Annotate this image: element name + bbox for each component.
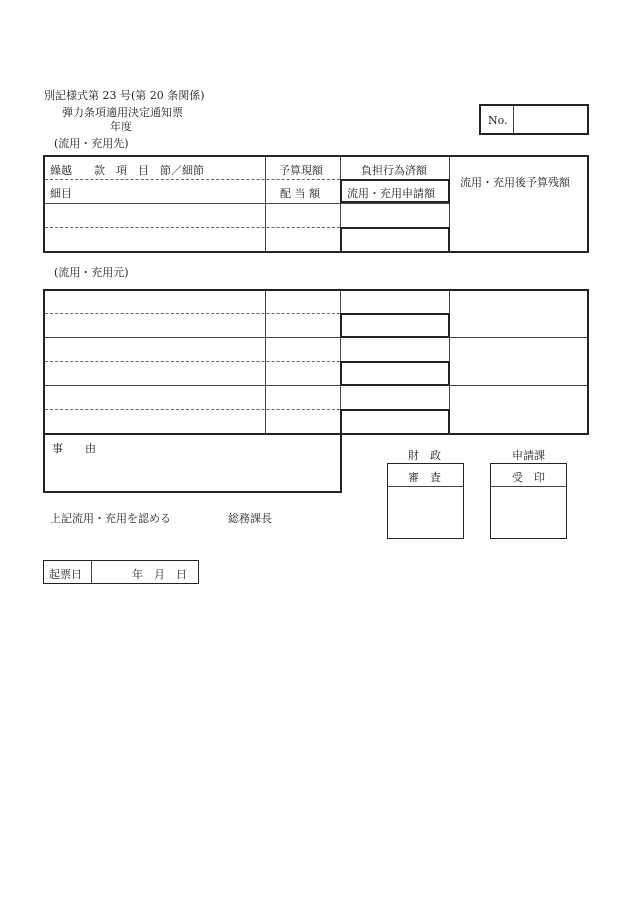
draft-date-label: 起票日 — [49, 568, 82, 581]
burden-header: 負担行為済額 — [361, 164, 427, 177]
number-label: No. — [488, 114, 508, 127]
destination-label: (流用・充用先) — [54, 137, 129, 150]
fiscal-year: 年度 — [110, 120, 132, 133]
source-request-box-3[interactable] — [340, 409, 450, 435]
finance-label: 財 政 — [408, 449, 441, 462]
source-request-box-2[interactable] — [340, 361, 450, 386]
form-number: 別記様式第 23 号(第 20 条関係) — [44, 89, 205, 102]
draft-date-value: 年 月 日 — [132, 568, 187, 581]
sub-item-header: 細目 — [50, 187, 72, 200]
budget-current-header: 予算現額 — [279, 164, 323, 177]
number-box — [479, 104, 589, 135]
request-amount-header: 流用・充用申請額 — [347, 187, 435, 200]
finance-review-label: 審 査 — [408, 471, 441, 484]
allocation-header: 配 当 額 — [280, 187, 320, 200]
applicant-stamp-label: 受 印 — [512, 471, 545, 484]
form-title: 弾力条項適用決定通知票 — [62, 106, 183, 119]
approval-text: 上記流用・充用を認める — [50, 512, 171, 525]
source-label: (流用・充用元) — [54, 266, 129, 279]
source-request-box-1[interactable] — [340, 313, 450, 338]
destination-request-amount-box[interactable] — [340, 227, 450, 253]
reason-label: 事 由 — [52, 442, 96, 455]
applicant-label: 申請課 — [512, 449, 545, 462]
manager-label: 総務課長 — [228, 512, 272, 525]
after-balance-header: 流用・充用後予算残額 — [460, 176, 570, 189]
budget-item-header: 繰越 款 項 目 節／細節 — [50, 164, 204, 177]
source-table — [43, 289, 589, 435]
